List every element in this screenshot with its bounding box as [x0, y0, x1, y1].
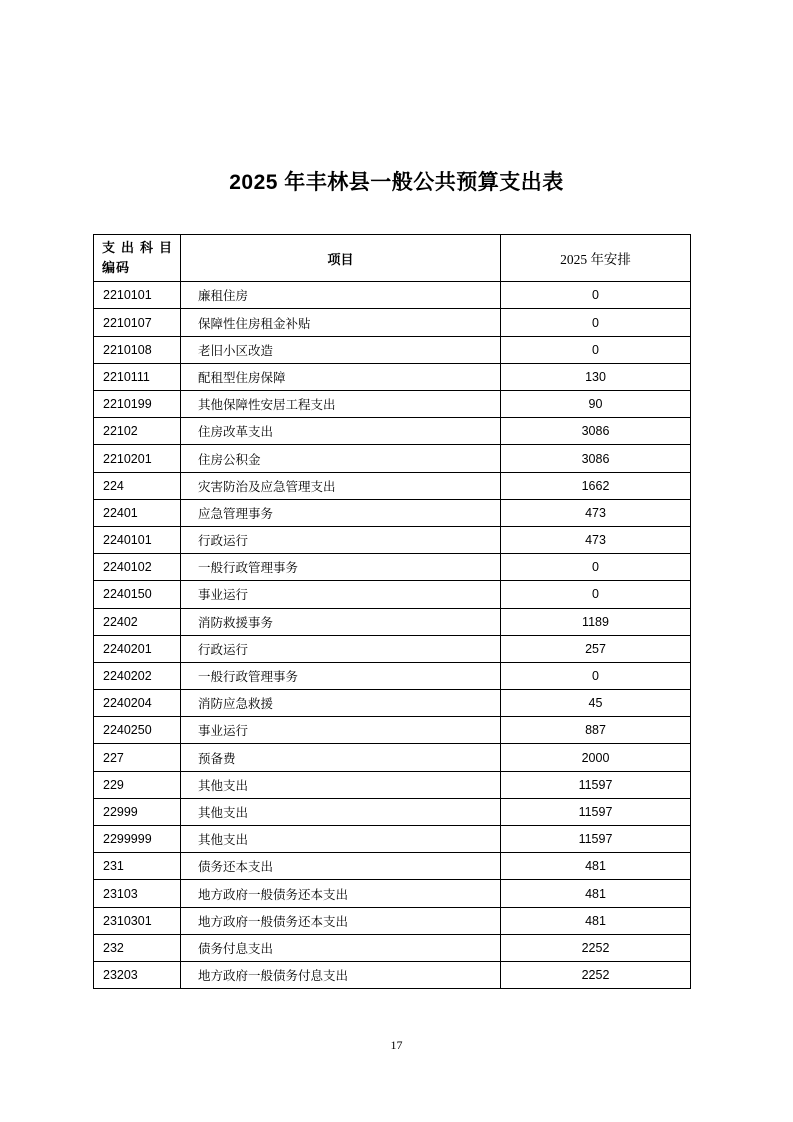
- amount-cell: 1189: [501, 608, 691, 635]
- table-row: [94, 961, 691, 988]
- item-cell: 消防应急救援: [181, 690, 501, 717]
- table-row: [94, 608, 691, 635]
- code-cell: 231: [94, 853, 181, 880]
- table-row: [94, 363, 691, 390]
- code-cell: 23103: [94, 880, 181, 907]
- code-cell: 2210101: [94, 282, 181, 309]
- amount-cell: 887: [501, 717, 691, 744]
- amount-cell: 481: [501, 853, 691, 880]
- amount-cell: 473: [501, 499, 691, 526]
- item-cell: 事业运行: [181, 581, 501, 608]
- item-cell: 其他支出: [181, 826, 501, 853]
- table-row: [94, 880, 691, 907]
- amount-cell: 0: [501, 336, 691, 363]
- code-cell: 2240204: [94, 690, 181, 717]
- table-row: [94, 391, 691, 418]
- table-row: [94, 798, 691, 825]
- code-cell: 2240101: [94, 526, 181, 553]
- amount-cell: 257: [501, 635, 691, 662]
- table-row: [94, 499, 691, 526]
- amount-cell: 3086: [501, 445, 691, 472]
- amount-cell: 3086: [501, 418, 691, 445]
- amount-cell: 473: [501, 526, 691, 553]
- table-row: [94, 662, 691, 689]
- item-cell: 保障性住房租金补贴: [181, 309, 501, 336]
- item-cell: 老旧小区改造: [181, 336, 501, 363]
- page-number: 17: [390, 1038, 403, 1052]
- item-cell: 一般行政管理事务: [181, 554, 501, 581]
- item-cell: 应急管理事务: [181, 499, 501, 526]
- table-row: [94, 635, 691, 662]
- table-row: [94, 445, 691, 472]
- item-cell: 行政运行: [181, 635, 501, 662]
- code-cell: 22999: [94, 798, 181, 825]
- table-row: [94, 309, 691, 336]
- item-cell: 地方政府一般债务还本支出: [181, 907, 501, 934]
- table-row: [94, 418, 691, 445]
- col-header-code: [94, 235, 181, 282]
- item-cell: 预备费: [181, 744, 501, 771]
- table-row: [94, 771, 691, 798]
- code-cell: 2299999: [94, 826, 181, 853]
- code-cell: 2240150: [94, 581, 181, 608]
- amount-cell: 11597: [501, 771, 691, 798]
- code-cell: 22102: [94, 418, 181, 445]
- code-cell: 2210201: [94, 445, 181, 472]
- col-header-code-line1: 支出科目: [102, 240, 179, 255]
- code-cell: 22402: [94, 608, 181, 635]
- item-cell: 事业运行: [181, 717, 501, 744]
- code-cell: 229: [94, 771, 181, 798]
- code-cell: 224: [94, 472, 181, 499]
- table-row: [94, 554, 691, 581]
- col-header-amount: 2025 年安排: [501, 235, 691, 282]
- table-row: [94, 826, 691, 853]
- table-row: [94, 472, 691, 499]
- amount-cell: 11597: [501, 798, 691, 825]
- code-cell: 2210108: [94, 336, 181, 363]
- table-row: [94, 853, 691, 880]
- item-cell: 其他保障性安居工程支出: [181, 391, 501, 418]
- code-cell: 2310301: [94, 907, 181, 934]
- table-row: [94, 690, 691, 717]
- item-cell: 配租型住房保障: [181, 363, 501, 390]
- table-row: [94, 526, 691, 553]
- table-row: [94, 282, 691, 309]
- item-cell: 住房公积金: [181, 445, 501, 472]
- table-row: [94, 336, 691, 363]
- col-header-item: 项目: [181, 235, 501, 282]
- code-cell: 2240102: [94, 554, 181, 581]
- table-row: [94, 717, 691, 744]
- amount-cell: 481: [501, 907, 691, 934]
- code-cell: 2240201: [94, 635, 181, 662]
- code-cell: 232: [94, 934, 181, 961]
- amount-cell: 11597: [501, 826, 691, 853]
- amount-cell: 0: [501, 309, 691, 336]
- amount-cell: 0: [501, 581, 691, 608]
- code-cell: 2210107: [94, 309, 181, 336]
- table-row: [94, 907, 691, 934]
- item-cell: 灾害防治及应急管理支出: [181, 472, 501, 499]
- header-row: [94, 235, 691, 282]
- amount-cell: 130: [501, 363, 691, 390]
- page-title: 2025 年丰林县一般公共预算支出表: [229, 171, 564, 194]
- amount-cell: 2000: [501, 744, 691, 771]
- amount-cell: 0: [501, 282, 691, 309]
- amount-cell: 2252: [501, 934, 691, 961]
- code-cell: 23203: [94, 961, 181, 988]
- table-header: [94, 235, 691, 282]
- item-cell: 行政运行: [181, 526, 501, 553]
- item-cell: 债务付息支出: [181, 934, 501, 961]
- item-cell: 其他支出: [181, 798, 501, 825]
- item-cell: 住房改革支出: [181, 418, 501, 445]
- code-cell: 2210111: [94, 363, 181, 390]
- item-cell: 地方政府一般债务付息支出: [181, 961, 501, 988]
- table-body: [94, 282, 691, 989]
- code-cell: 22401: [94, 499, 181, 526]
- amount-cell: 0: [501, 554, 691, 581]
- item-cell: 债务还本支出: [181, 853, 501, 880]
- item-cell: 一般行政管理事务: [181, 662, 501, 689]
- item-cell: 其他支出: [181, 771, 501, 798]
- amount-cell: 1662: [501, 472, 691, 499]
- amount-cell: 0: [501, 662, 691, 689]
- code-cell: 227: [94, 744, 181, 771]
- amount-cell: 90: [501, 391, 691, 418]
- item-cell: 廉租住房: [181, 282, 501, 309]
- amount-cell: 2252: [501, 961, 691, 988]
- table-row: [94, 744, 691, 771]
- code-cell: 2240202: [94, 662, 181, 689]
- table-row: [94, 934, 691, 961]
- code-cell: 2210199: [94, 391, 181, 418]
- item-cell: 消防救援事务: [181, 608, 501, 635]
- col-header-code-line2: 编码: [102, 260, 131, 276]
- code-cell: 2240250: [94, 717, 181, 744]
- table-row: [94, 581, 691, 608]
- budget-table: [93, 234, 691, 989]
- amount-cell: 481: [501, 880, 691, 907]
- amount-cell: 45: [501, 690, 691, 717]
- item-cell: 地方政府一般债务还本支出: [181, 880, 501, 907]
